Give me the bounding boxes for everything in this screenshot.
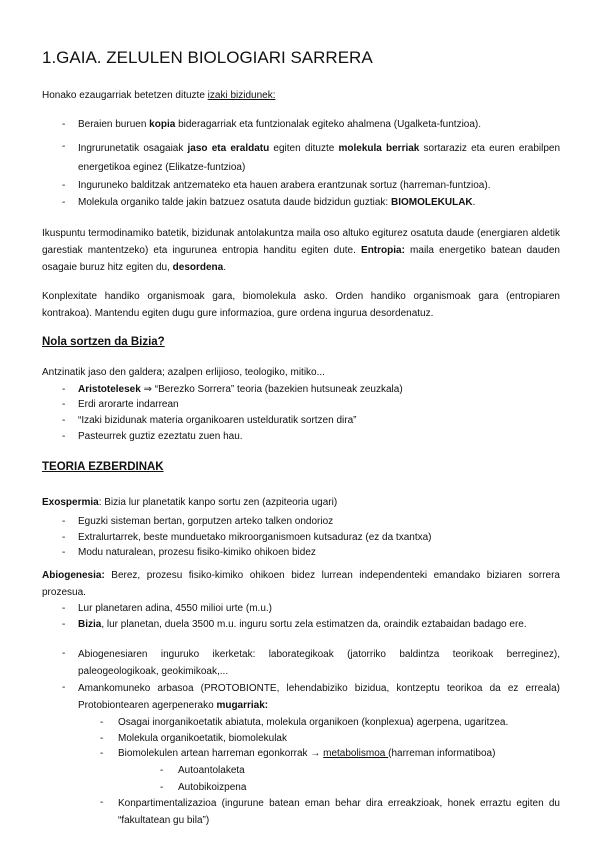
sub-list-item: Konpartimentalizazioa (ingurune batean eman behar dira erreakzioak, honek erraztu egiten du “fakultatean gu bila”) — [118, 798, 560, 826]
list-dash: - — [62, 516, 66, 527]
intro-text: Honako ezaugarriak betetzen dituzte — [42, 90, 208, 101]
list-item: Erdi arorarte indarrean — [78, 399, 179, 410]
list-item: Lur planetaren adina, 4550 milioi urte (m.u.) — [78, 603, 272, 614]
list-item: Amankomuneko arbasoa (PROTOBIONTE, lehendabiziko bizidua, kontzeptu teorikoa da ez erreala) Protobiontearen agerpenerako mugarriak: — [78, 683, 560, 711]
list-item: “Izaki bizidunak materia organikoaren ustelduratik sortzen dira” — [78, 415, 357, 426]
sub-sub-list-item: Autoantolaketa — [178, 765, 245, 776]
complexity-paragraph: Konplexitate handiko organismoak gara, biomolekula asko. Orden handiko organismoak gara (entropiaren kontrakoa). Mantendu egiten dugu gure informazioa, gure ordena ingurua desordenatuz. — [42, 291, 560, 319]
list-dash: - — [62, 532, 66, 543]
list-dash: - — [160, 765, 164, 776]
list-item: Modu naturalean, prozesu fisiko-kimiko ohikoen bidez — [78, 547, 316, 558]
sub-list-item: Biomolekulen artean harreman egonkorrak → metabolismoa (harreman informatiboa) — [118, 748, 496, 759]
list-item: Bizia, lur planetan, duela 3500 m.u. inguru sortu zela estimatzen da, oraindik eztabaidan badago ere. — [78, 619, 527, 630]
list-dash: - — [62, 119, 66, 130]
list-dash: - — [160, 782, 164, 793]
list-dash: - — [100, 748, 104, 759]
list-item: Molekula organiko talde jakin batzuez osatuta daude bidzidun guztiak: BIOMOLEKULAK. — [78, 197, 476, 208]
list-item: Inguruneko balditzak antzemateko eta hauen arabera erantzunak sortuz (harreman-funtzioa). — [78, 180, 491, 191]
list-dash: - — [62, 384, 66, 395]
list-dash: - — [100, 733, 104, 744]
sub-list-item: Osagai inorganikoetatik abiatuta, molekula organikoen (konplexua) agerpena, ugaritzea. — [118, 717, 509, 728]
list-dash: - — [62, 141, 66, 152]
list-dash: - — [62, 415, 66, 426]
list-dash: - — [62, 619, 66, 630]
sub-list-item: Molekula organikoetatik, biomolekulak — [118, 733, 287, 744]
list-dash: - — [62, 547, 66, 558]
list-item: Beraien buruen kopia bideragarriak eta funtzionalak egiteko ahalmena (Ugalketa-funtzioa). — [78, 119, 482, 130]
sub-sub-list-item: Autobikoizpena — [178, 782, 247, 793]
list-dash: - — [62, 399, 66, 410]
list-dash: - — [62, 648, 66, 659]
list-item: Aristotelesek ⇒ “Berezko Sorrera” teoria (bazekien hutsuneak zeuzkala) — [78, 384, 403, 395]
abiogenesis-paragraph: Abiogenesia: Berez, prozesu fisiko-kimiko ohikoen bidez lurrean independenteki emandako biziaren sorrera prozesua. — [42, 570, 560, 598]
intro-underlined: izaki bizidunek: — [207, 90, 276, 101]
list-dash: - — [62, 197, 66, 208]
exospermia-paragraph: Exospermia: Bizia lur planetatik kanpo sortu zen (azpiteoria ugari) — [42, 497, 338, 508]
list-dash: - — [62, 431, 66, 442]
list-dash: - — [100, 797, 104, 808]
list-item: Eguzki sisteman bertan, gorputzen arteko talken ondorioz — [78, 516, 334, 527]
list-dash: - — [62, 682, 66, 693]
section-heading: TEORIA EZBERDINAK — [42, 461, 164, 473]
section-heading: Nola sortzen da Bizia? — [42, 336, 165, 348]
intro-paragraph — [42, 88, 275, 104]
list-item: Extralurtarrek, beste munduetako mikroorganismoen kutsaduraz (ez da txantxa) — [78, 532, 432, 543]
list-item: Pasteurrek guztiz ezeztatu zuen hau. — [78, 431, 243, 442]
thermo-paragraph: Ikuspuntu termodinamiko batetik, bizidunak antolakuntza maila oso altuko egiturez osatuta daude (energiaren aldetik garestiak mantentzeko) eta ingurunea entropia handitu egiten dute. Entropia: maila energetiko batean dauden osagaie buruz hitz egiten du, desordena. — [42, 228, 560, 273]
list-item: Abiogenesiaren inguruko ikerketak: laborategikoak (jatorriko baldintza teorikoak berreginez), paleogeologikoak, geokimikoak,... — [78, 649, 560, 677]
list-dash: - — [100, 717, 104, 728]
list-dash: - — [62, 603, 66, 614]
page-title: 1.GAIA. ZELULEN BIOLOGIARI SARRERA — [42, 48, 373, 67]
origin-intro: Antzinatik jaso den galdera; azalpen erlijioso, teologiko, mitiko... — [42, 367, 325, 378]
list-dash: - — [62, 180, 66, 191]
list-item: Ingrurunetatik osagaiak jaso eta eraldatu egiten dituzte molekula berriak sortaraziz eta euren erabilpen energetikoa eginez (Elikatze-funtzioa) — [78, 143, 561, 173]
